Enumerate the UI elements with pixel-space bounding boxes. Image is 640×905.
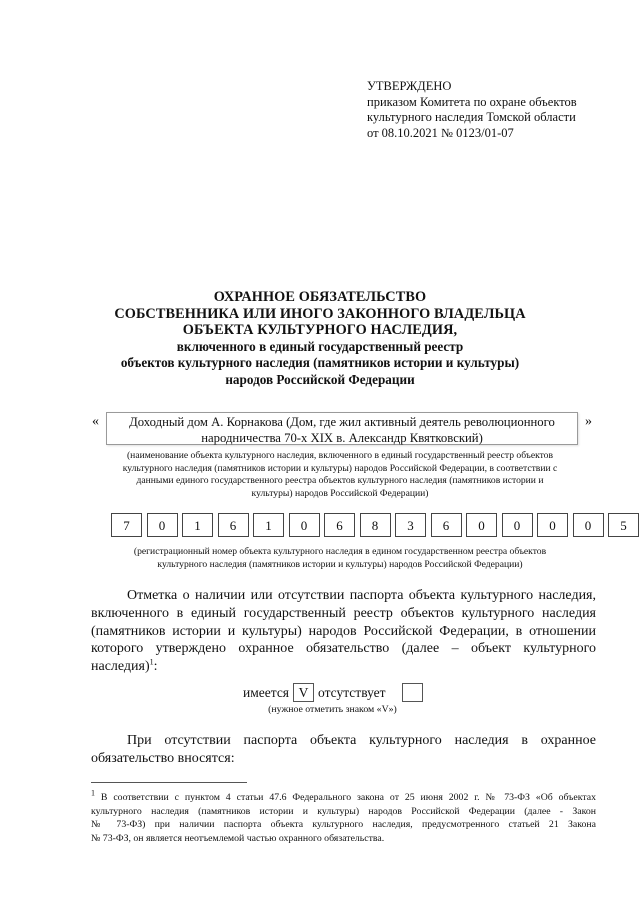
reg-digit-cell[interactable]: 8 [360,513,391,537]
reg-digit-cell[interactable]: 0 [147,513,178,537]
footnote-line [91,788,596,805]
exists-label: имеется [243,684,290,700]
footnote-line: № 73-ФЗ) при наличии паспорта объекта культурного наследия, предусмотренного статьей 21 Закона [91,819,596,831]
title-line-5: объектов культурного наследия (памятников истории и культуры) [120,355,520,371]
title-line-3: ОБЪЕКТА КУЛЬТУРНОГО НАСЛЕДИЯ, [182,322,458,339]
footnote [91,788,596,845]
reg-digit-cell[interactable]: 7 [111,513,142,537]
title-line-6: народов Российской Федерации [225,371,415,387]
reg-digit-cell[interactable]: 0 [289,513,320,537]
paragraph-line: (памятников истории и культуры) народов Российской Федерации, в отношении [91,623,596,639]
paragraph-line [91,658,596,676]
object-name-caption [100,450,580,500]
passport-presence-selector [243,683,427,702]
footnote-marker: 1 [91,788,95,798]
absent-label: отсутствует [318,684,386,700]
registration-number-cells [111,513,640,537]
caption-line: культуры) народов Российской Федерации) [251,487,429,499]
object-name-field[interactable] [106,412,578,445]
paragraph-line: которого утверждено охранное обязательство (далее – объект культурного [91,641,596,657]
document-title [0,289,640,389]
title-line-1: ОХРАННОЕ ОБЯЗАТЕЛЬСТВО [213,289,427,305]
footnote-separator [91,782,247,783]
paragraph-text: наследия) [91,659,150,675]
footnote-reference[interactable]: 1 [149,657,154,667]
approval-block [367,79,577,141]
approval-date-number: от 08.10.2021 № 0123/01-07 [367,125,514,140]
close-quote: » [585,414,592,429]
reg-digit-cell[interactable]: 0 [466,513,497,537]
paragraph-line: включенного в единый государственный реестр объектов культурного наследия [91,605,596,621]
footnote-text: В соответствии с пунктом 4 статьи 47.6 Федерального закона от 25 июня 2002 г. № 73-ФЗ «Об объектах [95,792,596,803]
caption-line: данными единого государственного реестра объектов культурного наследия (памятников истории и [136,475,544,487]
checkbox-hint: (нужное отметить знаком «V») [268,704,397,715]
open-quote: « [92,414,99,429]
object-name-line-2: народничества 70-х XIX в. Александр Квятковский) [201,431,483,445]
title-line-4: включенного в единый государственный реестр [176,338,464,354]
reg-digit-cell[interactable]: 6 [324,513,355,537]
reg-digit-cell[interactable]: 0 [537,513,568,537]
caption-line: культурного наследия (памятников истории и культуры) народов Российской Федерации, в соответствии с [122,462,558,474]
reg-digit-cell[interactable]: 1 [182,513,213,537]
paragraph-line: обязательство вносятся: [91,750,235,766]
reg-digit-cell[interactable]: 5 [608,513,639,537]
reg-digit-cell[interactable]: 1 [253,513,284,537]
exists-checkbox[interactable]: V [293,683,314,702]
paragraph-line: Отметка о наличии или отсутствии паспорта объекта культурного наследия, [127,588,596,603]
approval-order-line: приказом Комитета по охране объектов [367,94,577,109]
approval-heading: УТВЕРЖДЕНО [367,79,452,93]
paragraph-line: При отсутствии паспорта объекта культурного наследия в охранное [127,733,596,748]
reg-digit-cell[interactable]: 6 [431,513,462,537]
paragraph-text: : [153,659,158,675]
approval-committee-line: культурного наследия Томской области [367,110,576,124]
reg-digit-cell[interactable]: 0 [502,513,533,537]
object-name-line-1: Доходный дом А. Корнакова (Дом, где жил активный деятель революционного [129,415,555,429]
reg-digit-cell[interactable]: 0 [573,513,604,537]
reg-digit-cell[interactable]: 6 [218,513,249,537]
registration-number-caption [100,546,580,571]
caption-line: (регистрационный номер объекта культурного наследия в едином государственном реестра объектов [133,546,547,557]
absent-checkbox[interactable] [402,683,423,702]
title-line-2: СОБСТВЕННИКА ИЛИ ИНОГО ЗАКОННОГО ВЛАДЕЛЬЦА [114,305,526,322]
absence-paragraph [91,732,596,768]
caption-line: культурного наследия (памятников истории и культуры) народов Российской Федерации) [157,558,523,570]
passport-paragraph [91,587,596,676]
footnote-line: № 73-ФЗ, он является неотъемлемой частью охранного обязательства. [91,832,385,844]
reg-digit-cell[interactable]: 3 [395,513,426,537]
caption-line: (наименование объекта культурного наследия, включенного в единый государственный реестр объектов [126,450,554,461]
footnote-line: культурного наследия (памятников истории и культуры) народов Российской Федерации (далее - Закон [91,805,596,817]
